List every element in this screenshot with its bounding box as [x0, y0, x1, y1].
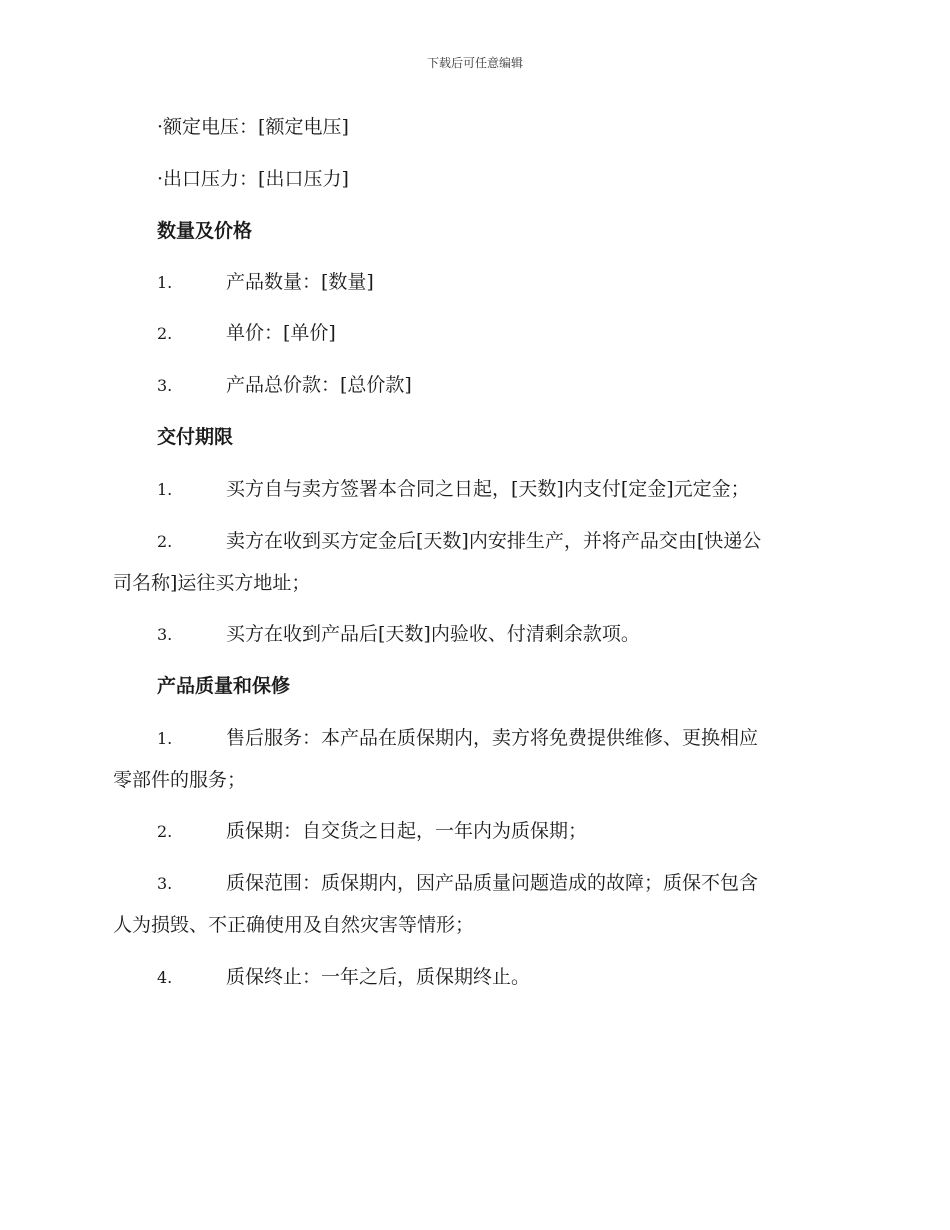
list-item-number: 3. [157, 376, 173, 395]
list-item-text: 质保期：自交货之日起，一年内为质保期； [226, 820, 588, 842]
list-item-number: 3. [157, 625, 173, 644]
bullet: · [157, 168, 164, 190]
list-item-text: 单价：[单价] [226, 322, 336, 344]
spec-text: 出口压力：[出口压力] [163, 168, 349, 190]
list-item-number: 2. [157, 532, 173, 551]
list-item-number: 1. [157, 273, 173, 292]
section-heading-quality-warranty: 产品质量和保修 [157, 675, 291, 697]
list-item-text: 质保终止：一年之后，质保期终止。 [226, 966, 531, 988]
list-item-number: 2. [157, 822, 173, 841]
list-item-text: 卖方在收到买方定金后[天数]内安排生产，并将产品交由[快递公 [226, 530, 762, 552]
section-heading-delivery: 交付期限 [157, 426, 234, 448]
list-item-number: 4. [157, 968, 173, 987]
section-heading-quantity-price: 数量及价格 [157, 220, 253, 242]
page-header: 下载后可任意编辑 [426, 56, 523, 70]
list-item-continuation: 司名称]运往买方地址； [113, 572, 311, 594]
list-item-continuation: 人为损毁、不正确使用及自然灾害等情形； [113, 914, 475, 936]
bullet: · [157, 116, 164, 138]
spec-item-voltage [157, 118, 349, 137]
list-item-continuation: 零部件的服务； [113, 769, 247, 791]
list-item-text: 买方在收到产品后[天数]内验收、付清剩余款项。 [226, 623, 640, 645]
list-item-number: 2. [157, 324, 173, 343]
spec-text: 额定电压：[额定电压] [163, 116, 349, 138]
list-item-number: 1. [157, 480, 173, 499]
list-item-text: 质保范围：质保期内，因产品质量问题造成的故障；质保不包含 [226, 872, 759, 894]
spec-item-pressure [157, 170, 349, 189]
list-item-text: 售后服务：本产品在质保期内，卖方将免费提供维修、更换相应 [226, 727, 759, 749]
list-item-number: 3. [157, 874, 173, 893]
list-item-number: 1. [157, 729, 173, 748]
list-item-text: 产品总价款：[总价款] [226, 374, 412, 396]
list-item-text: 产品数量：[数量] [226, 271, 374, 293]
list-item-text: 买方自与卖方签署本合同之日起，[天数]内支付[定金]元定金； [226, 478, 750, 500]
